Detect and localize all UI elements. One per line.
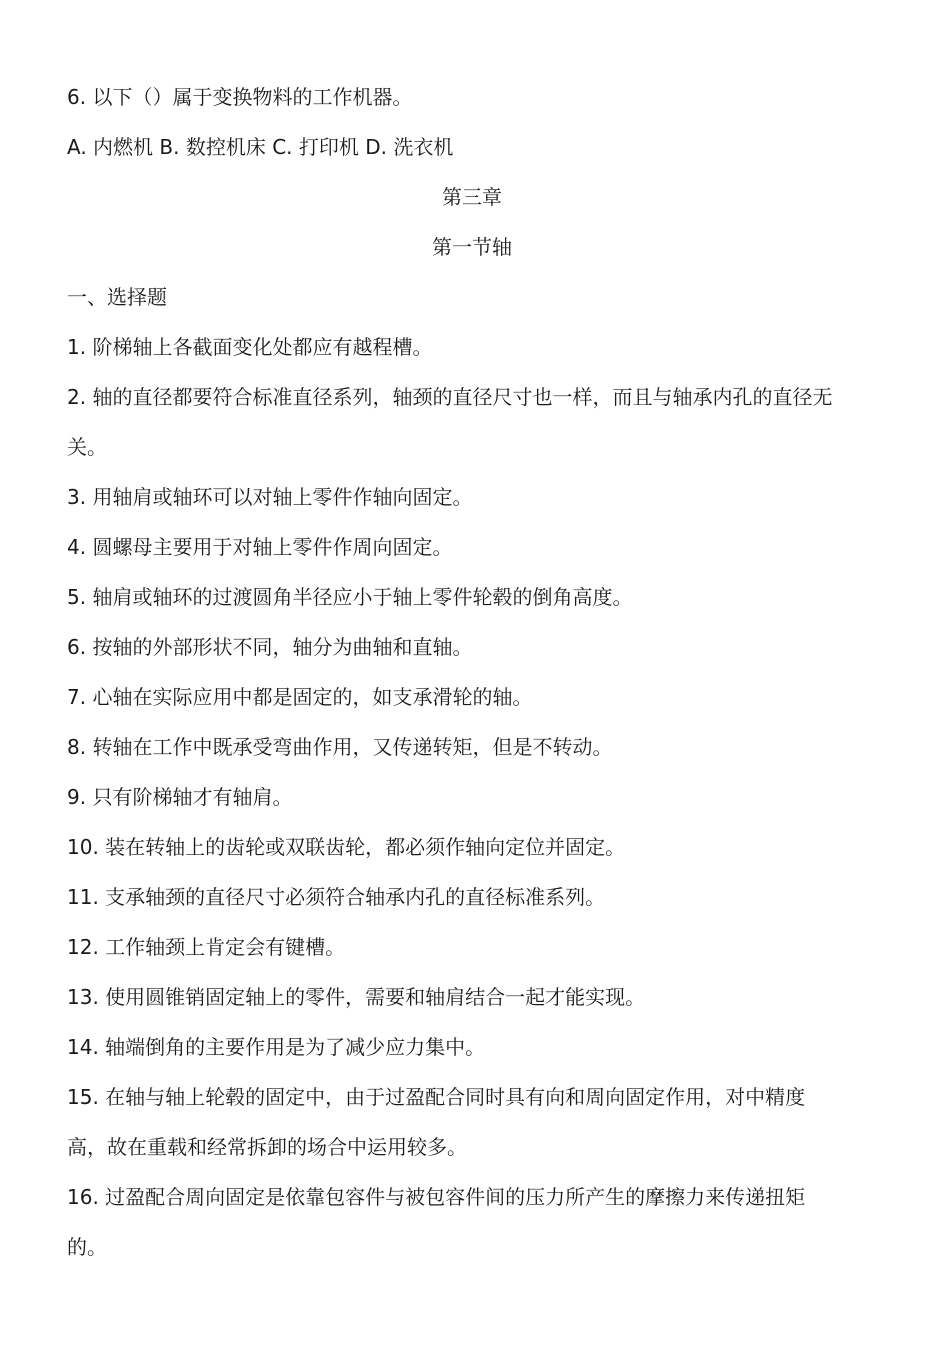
question-5: 5. 轴肩或轴环的过渡圆角半径应小于轴上零件轮毂的倒角高度。 — [67, 585, 633, 609]
question-prev-6: 6. 以下（）属于变换物料的工作机器。 — [67, 85, 413, 109]
part-heading: 一、选择题 — [67, 285, 167, 309]
question-4: 4. 圆螺母主要用于对轴上零件作周向固定。 — [67, 535, 453, 559]
chapter-title: 第三章 — [442, 185, 502, 209]
question-2: 2. 轴的直径都要符合标准直径系列，轴颈的直径尺寸也一样，而且与轴承内孔的直径无关。 — [67, 385, 833, 459]
question-prev-6-options: A. 内燃机 B. 数控机床 C. 打印机 D. 洗衣机 — [67, 135, 454, 159]
question-16: 16. 过盈配合周向固定是依靠包容件与被包容件间的压力所产生的摩擦力来传递扭矩的。 — [67, 1185, 806, 1259]
section-title: 第一节轴 — [432, 235, 512, 259]
question-14: 14. 轴端倒角的主要作用是为了减少应力集中。 — [67, 1035, 486, 1059]
question-10: 10. 装在转轴上的齿轮或双联齿轮，都必须作轴向定位并固定。 — [67, 835, 626, 859]
question-15: 15. 在轴与轴上轮毂的固定中，由于过盈配合同时具有向和周向固定作用，对中精度高，故在重载和经常拆卸的场合中运用较多。 — [67, 1085, 806, 1159]
question-1: 1. 阶梯轴上各截面变化处都应有越程槽。 — [67, 335, 433, 359]
question-6: 6. 按轴的外部形状不同，轴分为曲轴和直轴。 — [67, 635, 473, 659]
question-8: 8. 转轴在工作中既承受弯曲作用，又传递转矩，但是不转动。 — [67, 735, 613, 759]
question-11: 11. 支承轴颈的直径尺寸必须符合轴承内孔的直径标准系列。 — [67, 885, 606, 909]
question-3: 3. 用轴肩或轴环可以对轴上零件作轴向固定。 — [67, 485, 473, 509]
document-body — [67, 72, 847, 1272]
question-12: 12. 工作轴颈上肯定会有键槽。 — [67, 935, 346, 959]
question-9: 9. 只有阶梯轴才有轴肩。 — [67, 785, 293, 809]
question-13: 13. 使用圆锥销固定轴上的零件，需要和轴肩结合一起才能实现。 — [67, 985, 646, 1009]
question-7: 7. 心轴在实际应用中都是固定的，如支承滑轮的轴。 — [67, 685, 533, 709]
